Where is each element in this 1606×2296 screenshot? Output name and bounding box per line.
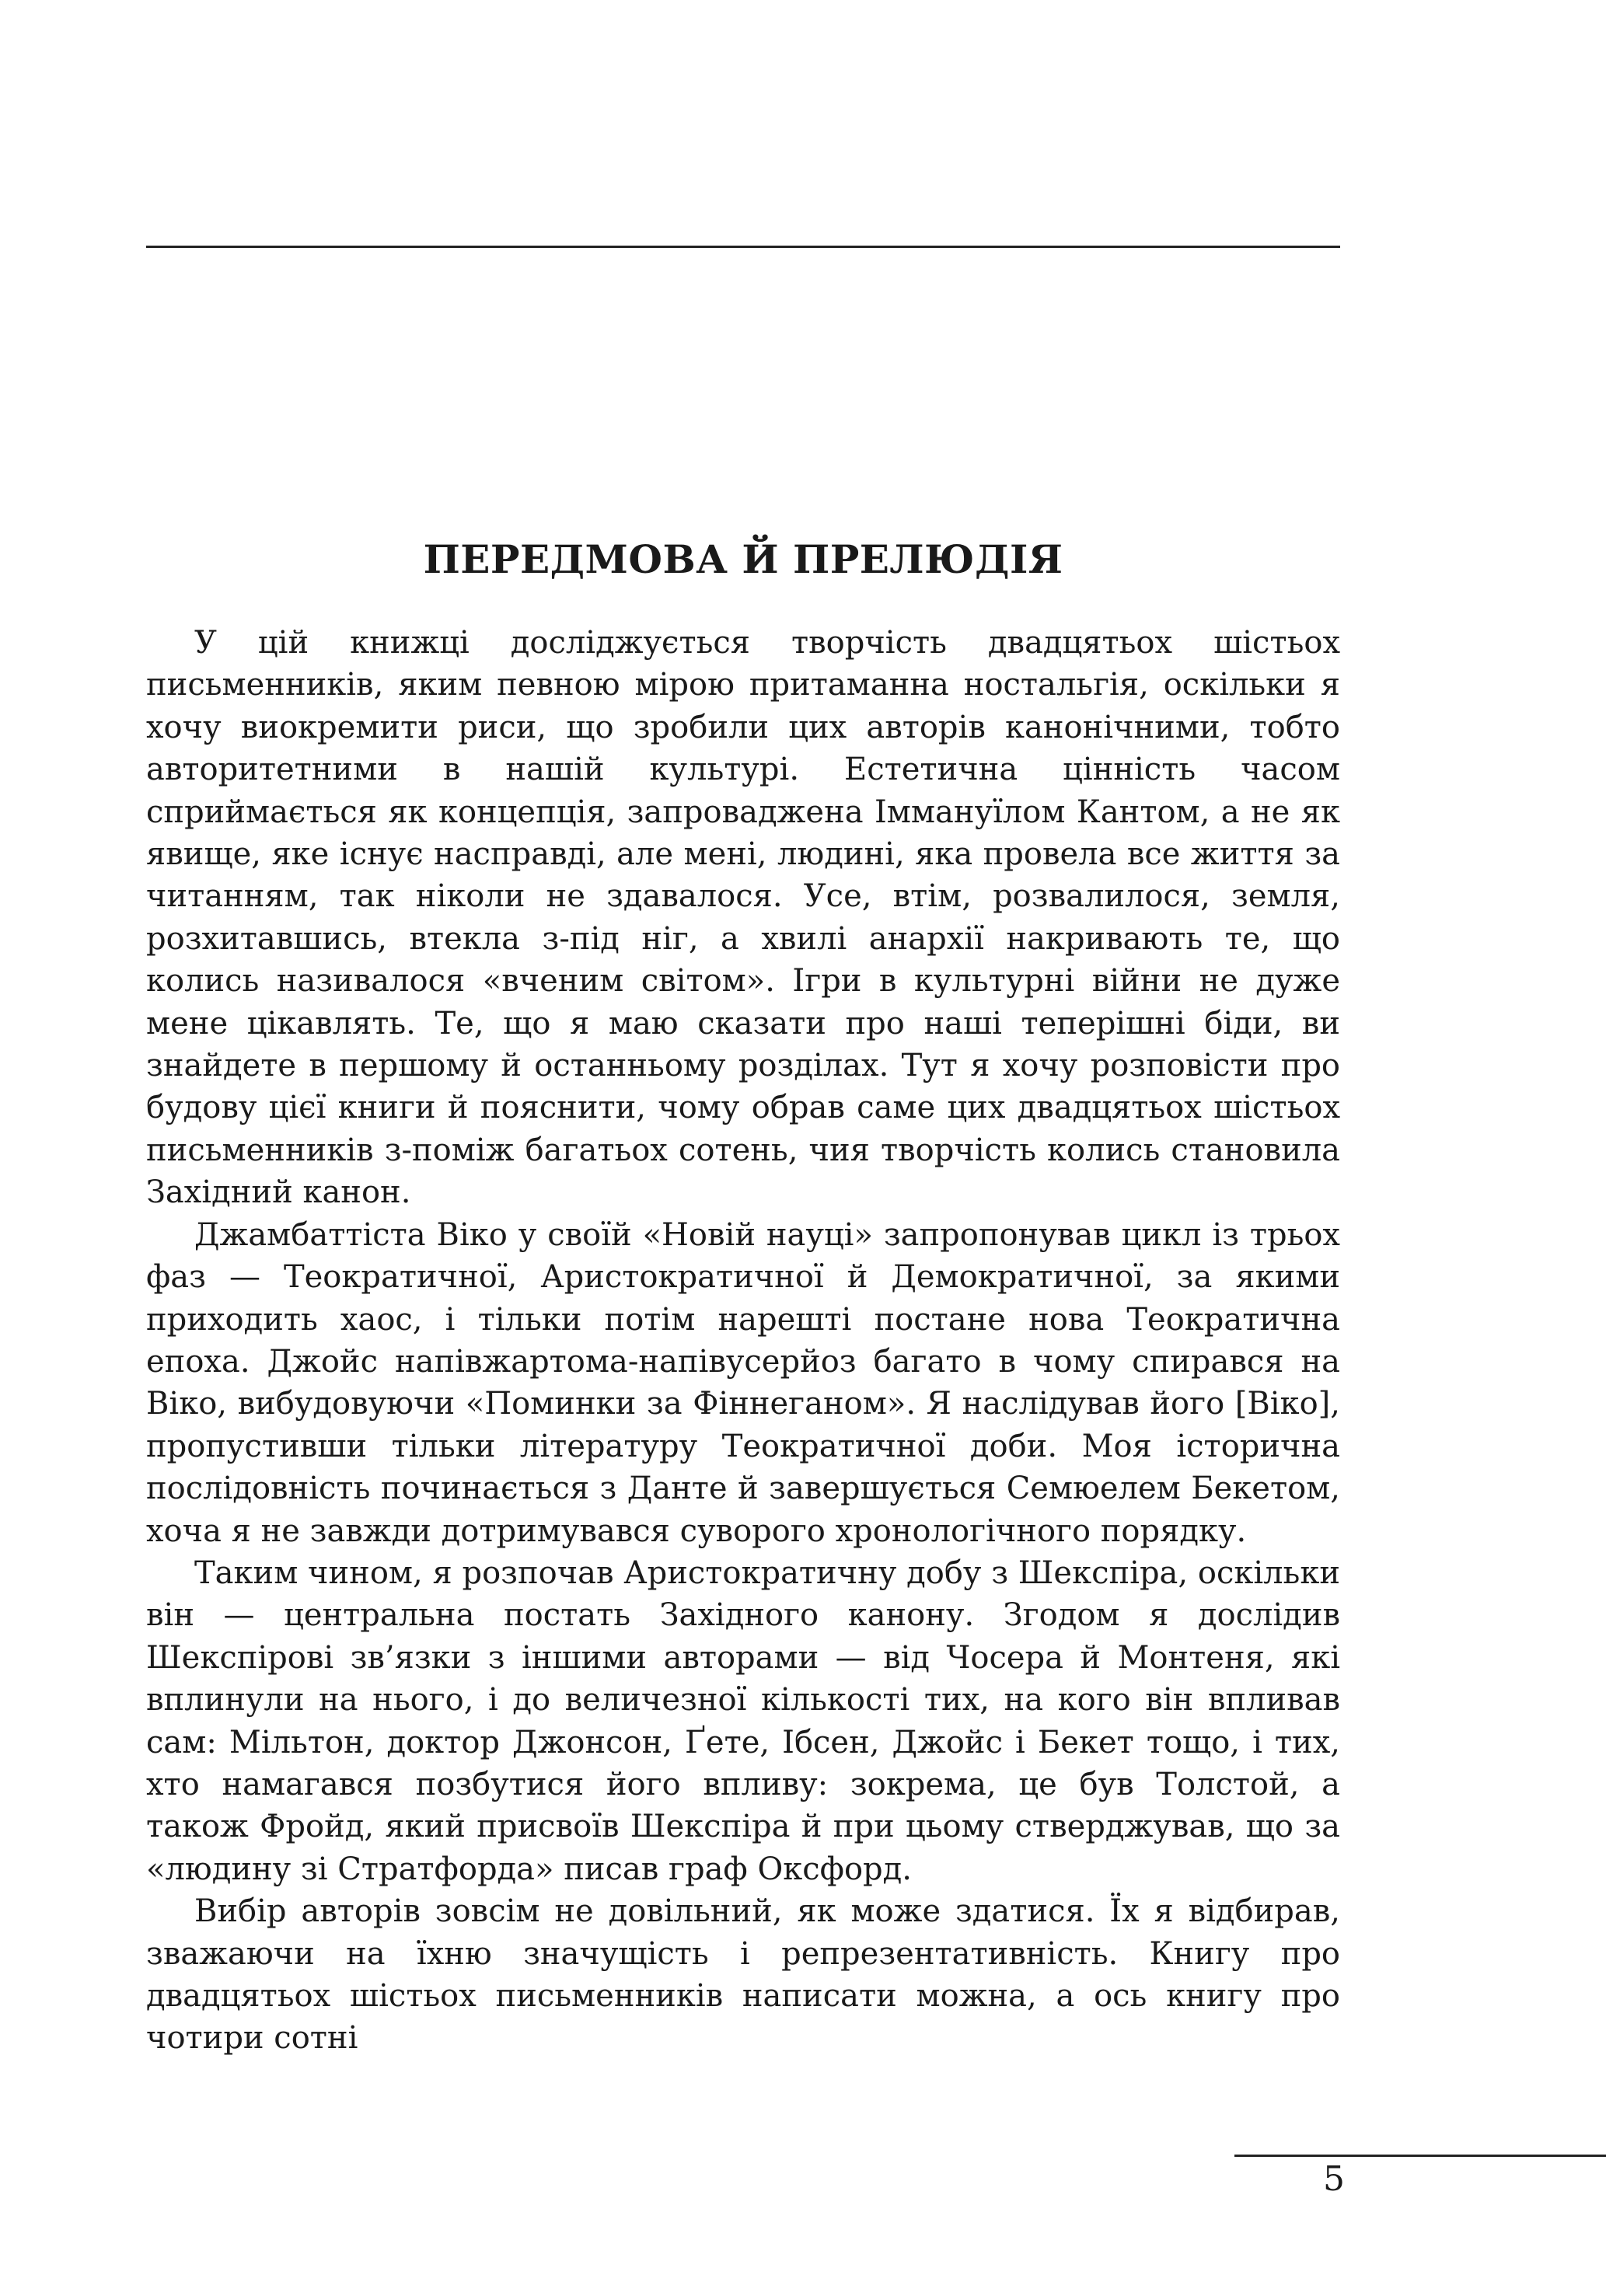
paragraph-3: Таким чином, я розпочав Аристократичну добу з Шекспіра, оскільки він — центральна постать Західного канону. Згодом я дослідив Шекспірові зв’язки з іншими авторами — від Чосера й Монтеня, які вплинули на нього, і до величезної кількості тих, на кого він впливав сам: Мільтон, доктор Джонсон, Ґете, Ібсен, Джойс і Бекет тощо, і тих, хто намагався позбутися його впливу: зокрема, це був Толстой, а також Фройд, який присвоїв Шекспіра й при цьому стверджував, що за «людину зі Стратфорда» писав граф Оксфорд. xyxy=(146,1555,1340,1887)
body-text xyxy=(146,622,1340,2060)
page-number: 5 xyxy=(1323,2159,1345,2199)
paragraph-4: Вибір авторів зовсім не довільний, як може здатися. Їх я відбирав, зважаючи на їхню значущість і репрезентативність. Книгу про двадцятьох шістьох письменників написати можна, а ось книгу про чотири сотні xyxy=(146,1893,1340,2057)
footer-rule xyxy=(1234,2155,1606,2157)
header-rule xyxy=(146,246,1340,248)
chapter-title: ПЕРЕДМОВА Й ПРЕЛЮДІЯ xyxy=(423,536,1063,582)
paragraph-1: У цій книжці досліджується творчість двадцятьох шістьох письменників, яким певною мірою притаманна ностальгія, оскільки я хочу виокремити риси, що зробили цих авторів канонічними, тобто авторитетними в нашій культурі. Естетична цінність часом сприймається як концепція, запроваджена Іммануїлом Кантом, а не як явище, яке існує насправді, але мені, людині, яка провела все життя за читанням, так ніколи не здавалося. Усе, втім, розвалилося, земля, розхитавшись, втекла з-під ніг, а хвилі анархії накривають те, що колись називалося «вченим світом». Ігри в культурні війни не дуже мене цікавлять. Те, що я маю сказати про наші теперішні біди, ви знайдете в першому й останньому розділах. Тут я хочу розповісти про будову цієї книги й пояснити, чому обрав саме цих двадцятьох шістьох письменників з-поміж багатьох сотень, чия творчість колись становила Західний канон. xyxy=(146,625,1340,1211)
paragraph-2: Джамбаттіста Віко у своїй «Новій науці» запропонував цикл із трьох фаз — Теократичної, Аристократичної й Демократичної, за якими приходить хаос, і тільки потім нарешті постане нова Теократична епоха. Джойс напівжартома-напівусерйоз багато в чому спирався на Віко, вибудовуючи «Поминки за Фіннеганом». Я наслідував його [Віко], пропустивши тільки літературу Теократичної доби. Моя історична послідовність починається з Данте й завершується Семюелем Бекетом, хоча я не завжди дотримувався суворого хронологічного порядку. xyxy=(146,1216,1340,1549)
